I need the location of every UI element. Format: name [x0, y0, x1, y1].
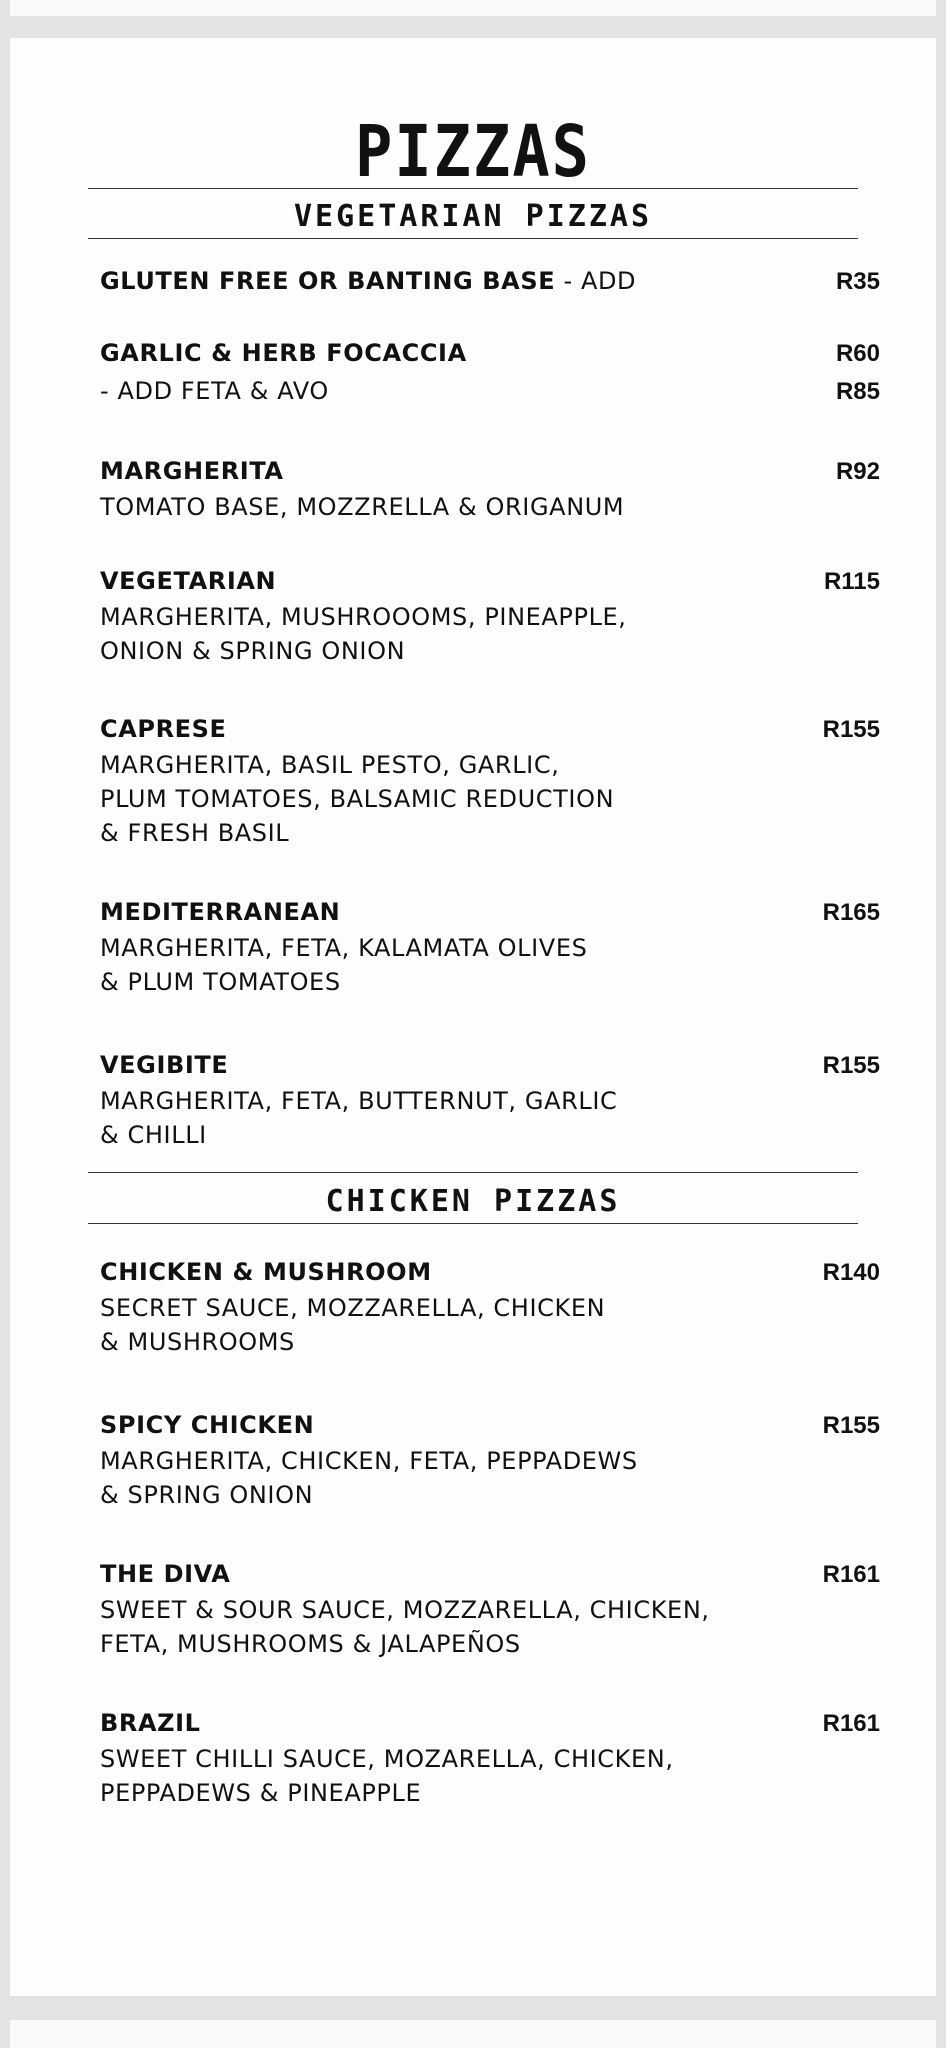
menu-item-vegetarian: [100, 562, 880, 668]
item-price: R155: [822, 1412, 880, 1439]
item-price: R92: [835, 458, 880, 485]
section-heading-vegetarian: VEGETARIAN PIZZAS: [293, 199, 653, 234]
divider: [88, 188, 858, 189]
menu-item-the-diva: [100, 1555, 880, 1661]
menu-item-spicy-chicken: [100, 1406, 880, 1512]
menu-item-base: [100, 262, 880, 300]
item-name: CAPRESE: [100, 715, 227, 743]
item-price: R161: [822, 1710, 880, 1737]
item-description: TOMATO BASE, MOZZRELLA & ORIGANUM: [100, 493, 625, 521]
menu-item-chicken-mushroom: [100, 1253, 880, 1359]
item-price: R155: [822, 1052, 880, 1079]
item-name: MEDITERRANEAN: [100, 898, 341, 926]
item-price: R161: [822, 1561, 880, 1588]
item-name: GLUTEN FREE OR BANTING BASE: [100, 267, 556, 295]
next-page-edge: [10, 2020, 936, 2048]
item-addon-price: R85: [835, 378, 880, 405]
item-description: PLUM TOMATOES, BALSAMIC REDUCTION: [100, 785, 615, 813]
item-description: FETA, MUSHROOMS & JALAPEÑOS: [100, 1630, 521, 1658]
divider: [88, 238, 858, 239]
item-description: MARGHERITA, BASIL PESTO, GARLIC,: [100, 751, 560, 779]
item-price: R60: [835, 340, 880, 367]
item-description: & MUSHROOMS: [100, 1328, 295, 1356]
item-description: & PLUM TOMATOES: [100, 968, 341, 996]
item-name: BRAZIL: [100, 1709, 201, 1737]
item-price: R155: [822, 716, 880, 743]
item-description: SECRET SAUCE, MOZZARELLA, CHICKEN: [100, 1294, 606, 1322]
item-description: PEPPADEWS & PINEAPPLE: [100, 1779, 422, 1807]
item-name: MARGHERITA: [100, 457, 284, 485]
item-name: SPICY CHICKEN: [100, 1411, 315, 1439]
item-description: & FRESH BASIL: [100, 819, 290, 847]
menu-page: [10, 38, 936, 1996]
item-description: SWEET & SOUR SAUCE, MOZZARELLA, CHICKEN,: [100, 1596, 710, 1624]
divider: [88, 1223, 858, 1224]
menu-item-vegibite: [100, 1046, 880, 1152]
item-price: R165: [822, 899, 880, 926]
item-addon: - ADD FETA & AVO: [100, 377, 329, 405]
previous-page-edge: [10, 0, 936, 16]
item-description: MARGHERITA, CHICKEN, FETA, PEPPADEWS: [100, 1447, 638, 1475]
item-price: R115: [823, 568, 880, 595]
item-name: VEGIBITE: [100, 1051, 229, 1079]
item-price: R35: [835, 268, 880, 295]
menu-item-caprese: [100, 710, 880, 850]
item-description: & SPRING ONION: [100, 1481, 314, 1509]
item-description: & CHILLI: [100, 1121, 207, 1149]
item-name: VEGETARIAN: [100, 567, 277, 595]
item-description: ONION & SPRING ONION: [100, 637, 406, 665]
page-title: PIZZAS: [355, 109, 591, 194]
menu-item-mediterranean: [100, 893, 880, 999]
item-name: THE DIVA: [100, 1560, 231, 1588]
section-heading-chicken: CHICKEN PIZZAS: [325, 1184, 621, 1219]
item-price: R140: [822, 1259, 880, 1286]
item-description: MARGHERITA, MUSHROOOMS, PINEAPPLE,: [100, 603, 627, 631]
item-description: SWEET CHILLI SAUCE, MOZARELLA, CHICKEN,: [100, 1745, 674, 1773]
menu-item-margherita: [100, 452, 880, 524]
item-name: CHICKEN & MUSHROOM: [100, 1258, 432, 1286]
item-name: GARLIC & HERB FOCACCIA: [100, 339, 467, 367]
menu-item-brazil: [100, 1704, 880, 1810]
item-name-suffix: - ADD: [555, 267, 637, 295]
divider: [88, 1172, 858, 1173]
item-description: MARGHERITA, FETA, KALAMATA OLIVES: [100, 934, 588, 962]
menu-item-focaccia: [100, 334, 880, 410]
item-description: MARGHERITA, FETA, BUTTERNUT, GARLIC: [100, 1087, 618, 1115]
